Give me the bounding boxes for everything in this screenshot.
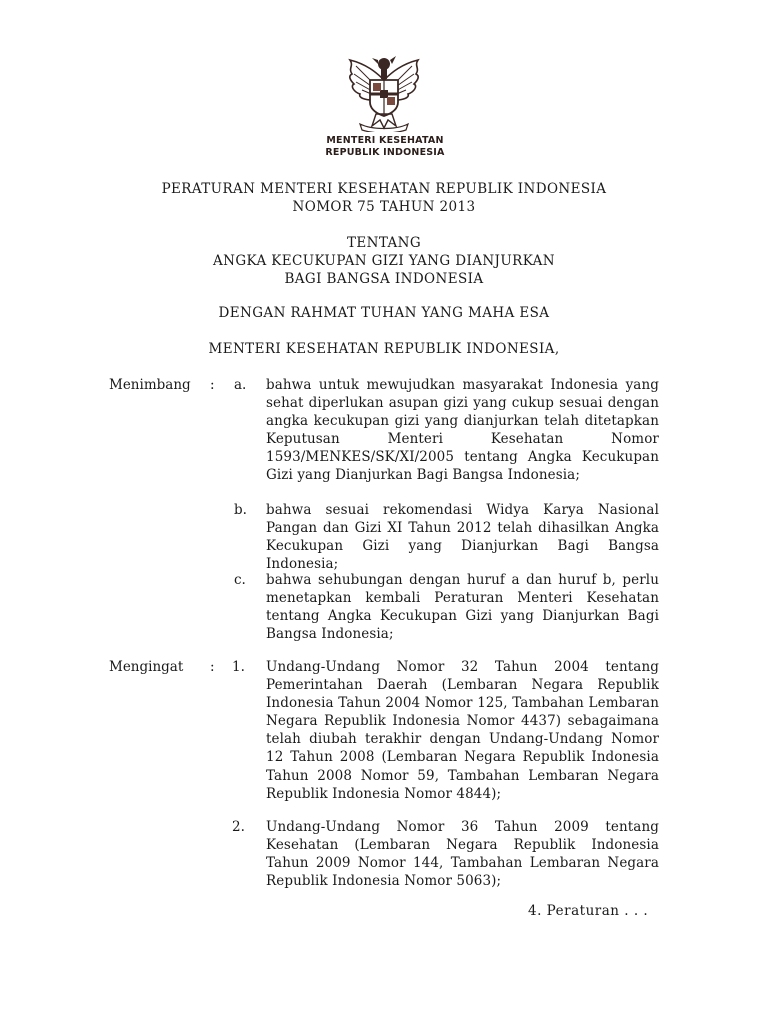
issuer-line: MENTERI KESEHATAN REPUBLIK INDONESIA, <box>208 341 560 357</box>
subject-line1: ANGKA KECUKUPAN GIZI YANG DIANJURKAN <box>212 253 556 269</box>
mengingat-item-2: Undang-Undang Nomor 36 Tahun 2009 tentang Kesehatan (Lembaran Negara Republik Indonesia Tahun 2009 Nomor 144, Tambahan Lembaran Negara Republik Indonesia Nomor 5063); <box>266 819 659 890</box>
tentang-heading: TENTANG <box>346 235 422 251</box>
menimbang-label: Menimbang <box>109 377 191 393</box>
menimbang-marker-b: b. <box>234 502 247 518</box>
garuda-emblem-icon <box>336 50 432 132</box>
menimbang-item-c: bahwa sehubungan dengan huruf a dan huruf b, perlu menetapkan kembali Peraturan Menteri Kesehatan tentang Angka Kecukupan Gizi yang Dianjurkan Bagi Bangsa Indonesia; <box>266 572 659 643</box>
mengingat-item-1: Undang-Undang Nomor 32 Tahun 2004 tentang Pemerintahan Daerah (Lembaran Negara Republik Indonesia Tahun 2004 Nomor 125, Tambahan Lembaran Negara Republik Indonesia Nomor 4437) sebagaimana telah diubah terakhir dengan Undang-Undang Nomor 12 Tahun 2008 (Lembaran Negara Republik Indonesia Tahun 2008 Nomor 59, Tambahan Lembaran Negara Republik Indonesia Nomor 4844); <box>266 659 659 802</box>
regulation-number: NOMOR 75 TAHUN 2013 <box>292 199 476 215</box>
mengingat-marker-1: 1. <box>232 659 245 675</box>
mengingat-marker-2: 2. <box>232 819 245 835</box>
menimbang-item-a: bahwa untuk mewujudkan masyarakat Indonesia yang sehat diperlukan asupan gizi yang cukup sesuai dengan angka kecukupan gizi yang dianjurkan telah ditetapkan Keputusan Menteri Kesehatan Nomor 1593/MENKES/SK/XI/2005 tentang Angka Kecukupan Gizi yang Dianjurkan Bagi Bangsa Indonesia; <box>266 377 659 484</box>
menimbang-item-b: bahwa sesuai rekomendasi Widya Karya Nasional Pangan dan Gizi XI Tahun 2012 telah dihasilkan Angka Kecukupan Gizi yang Dianjurkan Bagi Bangsa Indonesia; <box>266 502 659 573</box>
mengingat-label: Mengingat <box>109 659 184 675</box>
mengingat-colon: : <box>210 659 215 675</box>
menimbang-marker-a: a. <box>234 377 247 393</box>
agency-name-line2: REPUBLIK INDONESIA <box>325 147 445 158</box>
subject-line2: BAGI BANGSA INDONESIA <box>284 271 484 287</box>
page-continuation: 4. Peraturan . . . <box>528 903 649 919</box>
regulation-title: PERATURAN MENTERI KESEHATAN REPUBLIK INDONESIA <box>161 181 607 197</box>
menimbang-colon: : <box>210 377 215 393</box>
agency-name-line1: MENTERI KESEHATAN <box>326 135 444 146</box>
menimbang-marker-c: c. <box>234 572 246 588</box>
preamble: DENGAN RAHMAT TUHAN YANG MAHA ESA <box>218 305 550 321</box>
